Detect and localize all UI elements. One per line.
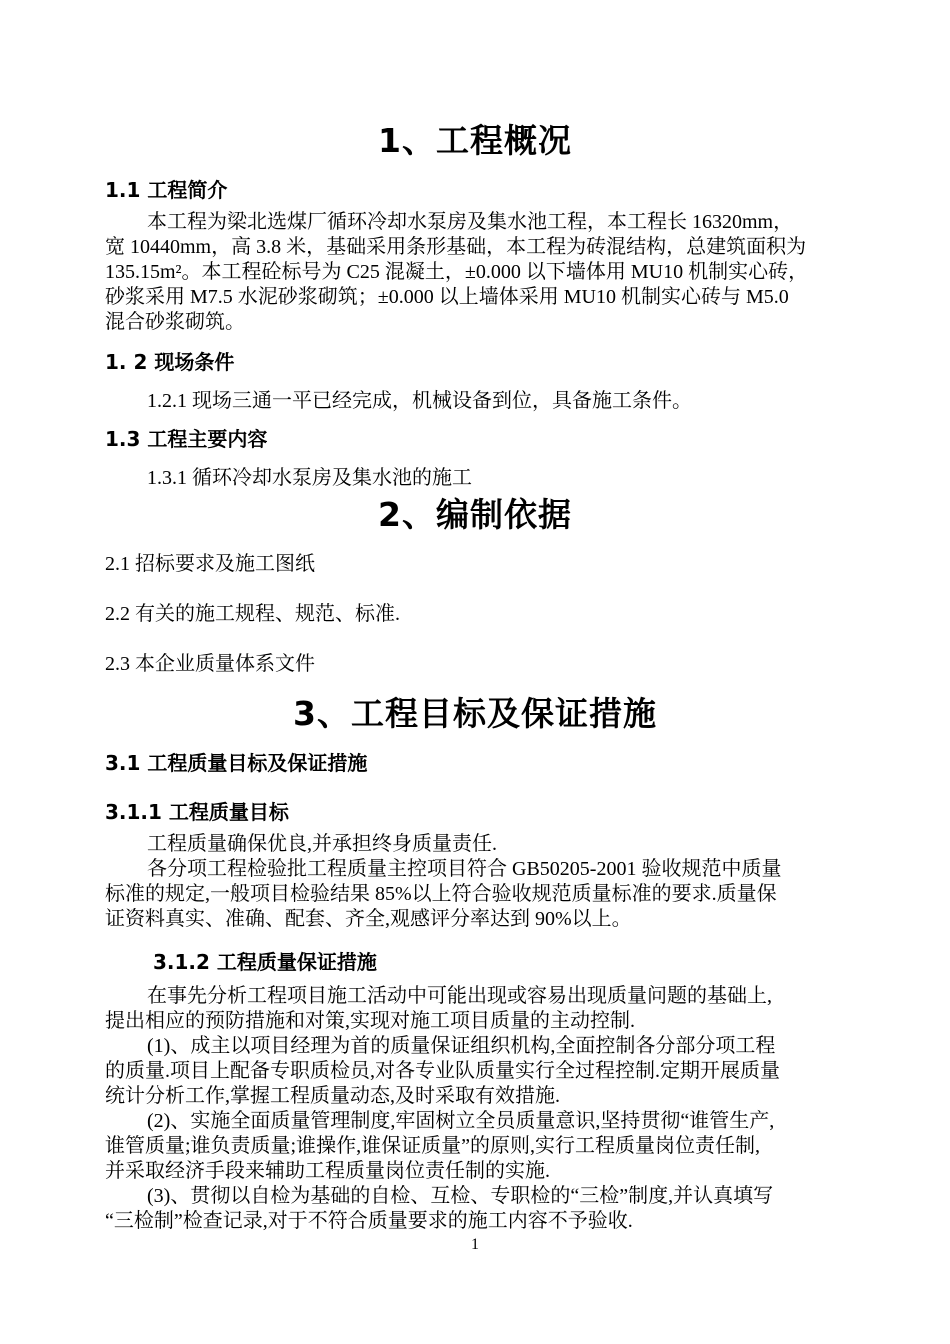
paragraph-line: (1)、成主以项目经理为首的质量保证组织机构,全面控制各分部分项工程 [147,1035,776,1057]
section-1-3-text: 1.3.1 循环冷却水泵房及集水池的施工 [147,467,472,489]
paragraph-line: 证资料真实、准确、配套、齐全,观感评分率达到 90%以上。 [105,908,632,930]
paragraph-line: (2)、实施全面质量管理制度,牢固树立全员质量意识,坚持贯彻“谁管生产, [147,1110,775,1132]
section-3-1-2-heading: 3.1.2 工程质量保证措施 [153,950,377,974]
paragraph-line: (3)、贯彻以自检为基础的自检、互检、专职检的“三检”制度,并认真填写 [147,1185,774,1207]
section-3-1-heading: 3.1 工程质量目标及保证措施 [105,751,368,775]
paragraph-line: 并采取经济手段来辅助工程质量岗位责任制的实施. [105,1160,550,1182]
section-2-item: 2.3 本企业质量体系文件 [105,653,315,675]
paragraph-line: 在事先分析工程项目施工活动中可能出现或容易出现质量问题的基础上, [147,985,772,1007]
paragraph-line: 135.15m²。本工程砼标号为 C25 混凝土，±0.000 以下墙体用 MU10 机制实心砖， [105,261,809,283]
paragraph-line: 统计分析工作,掌握工程质量动态,及时采取有效措施. [105,1085,560,1107]
paragraph-line: 的质量.项目上配备专职质检员,对各专业队质量实行全过程控制.定期开展质量 [105,1060,780,1082]
section-1-2-text: 1.2.1 现场三通一平已经完成，机械设备到位，具备施工条件。 [147,390,692,412]
paragraph-line: 各分项工程检验批工程质量主控项目符合 GB50205-2001 验收规范中质量 [147,858,782,880]
paragraph-line: 宽 10440mm，高 3.8 米，基础采用条形基础，本工程为砖混结构，总建筑面积为 [105,236,807,258]
section-2-item: 2.1 招标要求及施工图纸 [105,553,315,575]
paragraph-line: 工程质量确保优良,并承担终身质量责任. [147,833,497,855]
section-3-1-1-heading: 3.1.1 工程质量目标 [105,800,289,824]
paragraph-line: 砂浆采用 M7.5 水泥砂浆砌筑；±0.000 以上墙体采用 MU10 机制实心砖与 M5.0 [105,286,789,308]
paragraph-line: 本工程为梁北选煤厂循环冷却水泵房及集水池工程，本工程长 16320mm， [147,211,794,233]
paragraph-line: 谁管质量;谁负责质量;谁操作,谁保证质量”的原则,实行工程质量岗位责任制, [105,1135,760,1157]
section-2-item: 2.2 有关的施工规程、规范、标准. [105,603,400,625]
paragraph-line: 混合砂浆砌筑。 [105,311,245,333]
paragraph-line: “三检制”检查记录,对于不符合质量要求的施工内容不予验收. [105,1210,633,1232]
section-2-title: 2、编制依据 [378,495,572,534]
section-1-2-heading: 1. 2 现场条件 [105,350,235,374]
page-number: 1 [471,1236,479,1253]
section-3-1-2-paragraph [105,984,860,1234]
section-3-title: 3、工程目标及保证措施 [293,694,657,733]
section-3-1-1-paragraph [105,832,860,932]
paragraph-line: 提出相应的预防措施和对策,实现对施工项目质量的主动控制. [105,1010,635,1032]
paragraph-line: 标准的规定,一般项目检验结果 85%以上符合验收规范质量标准的要求.质量保 [105,883,777,905]
section-1-1-paragraph [105,210,860,335]
section-1-3-heading: 1.3 工程主要内容 [105,427,268,451]
section-1-1-heading: 1.1 工程简介 [105,178,228,202]
section-1-title: 1、工程概况 [378,121,572,160]
